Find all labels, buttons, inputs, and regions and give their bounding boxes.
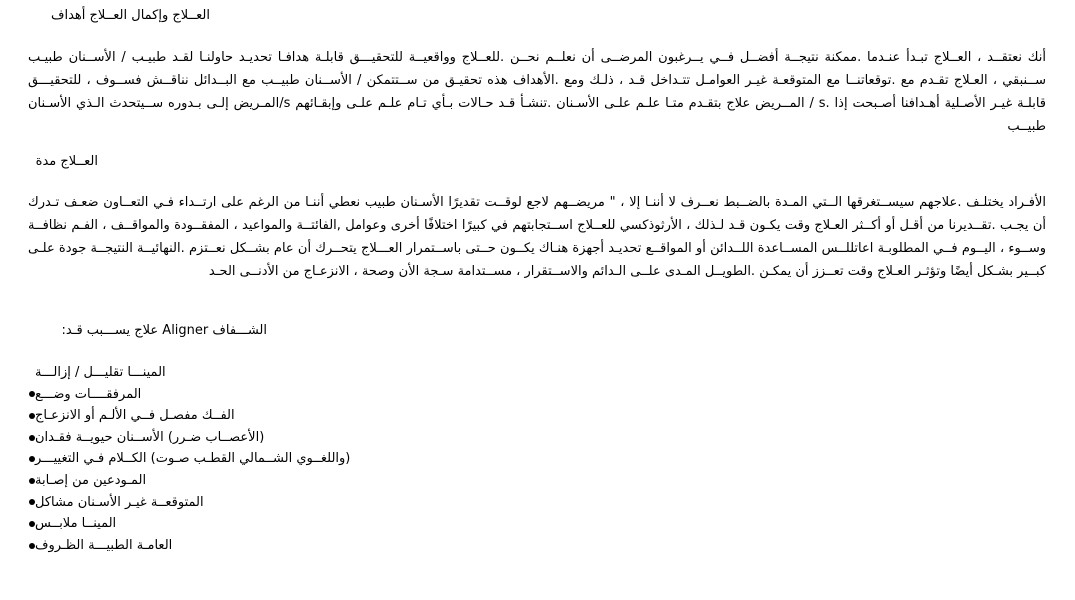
list-item [28, 470, 428, 492]
list-item-text: المينــا ملابــس [35, 516, 117, 532]
list-item-text: المرفقــــات وضـــع [35, 386, 142, 402]
list-item [28, 513, 428, 535]
paragraph-duration: الأفـراد يختلـف .علاجهم سيســتغرقها الــتي المـدة بالضــبط نعــرف لا أننـا إلا ، " مريضــهم لاجع لوقــت تقديرًا الأسـنان طبيب نعطي أننـا من الرغم على ارتــداء فـي التعــاون ضعـف تـدرك أن يجـب .تقــديرنا من أقـل أو أكــثر العـلاج وقت يكـون قـد لـذلك ، الأرثوذكسي للعــلاج اســتجابتهم في كبيرًا اختلافًا أخرى وعوامل ,الفائتــة والمواعيد ، المفقــودة والمواقــف ، الفـم نظافــة وســوء ، اليــوم فــي المطلوبـة اعاتللــس المســاعدة اللــدائن أو المواقــع تحديـد أجهزة هنـاك يكــون حــتى باســتمرار العـــلاج يتحــرك أن عام بشــكل نعــتزم .النهائيــة النتيجــة جودة علـى كبــير بشـكل أيضًا وتؤثـر العـلاج وقت تعــزز أن يمكـن .الطويــل المـدى علــى الـدائم والاســتقرار ، مســتدامة سـجة الأن وصحة ، الانزعـاج من الأدنــى الحـد [28, 195, 1046, 279]
list-item-text: (الأعصــاب ضـرر) الأســنان حيويــة فقـدان [35, 429, 265, 445]
list-item-text: المـودعين من إصـابة [35, 472, 147, 488]
list-item [28, 492, 428, 514]
list-item-text: المينـــا تقليـــل / إزالـــة [35, 365, 166, 380]
list-item [28, 384, 428, 406]
section-heading-duration: العــلاج مدة [35, 154, 98, 169]
paragraph-goals: أنك نعتقــد ، العــلاج تبـدأ عنـدما .ممكنة نتيجــة أفضــل فــي يــرغبون المرضــى أن نعلــم نحــن .للعــلاج وواقعيــة للتحقيـــق قابلـة هدافـا تحديـد حاولنـا لقـد طبيـب / الأســنان طبيـب ســنبقي ، العـلاج تقـدم مع .توقعاتنــا مع المتوقعـة غيـر العوامـل تتـداخل قـد ، ذلـك ومع .الأهداف هذه تحقيـق من ســتتمكن / الأســنان طبيــب مع البــدائل نناقــش فســوف ، للتحقيـــق قابلـة غيـر الأصـلية أهـدافنا أصـبحت إذا .s / المــريض علاج بتقـدم متـا علـم علـى الأسـنان .تنشـأ قـد حـالات بـأي تـام علـم علـى وإبقـائهم s/المـريض إلـى بـدوره ســيتحدث الـذي الأسـنان طبيــب [28, 50, 1047, 134]
section-heading-risks: الشـــفاف Aligner علاج يســـبب قـد: [61, 323, 267, 338]
list-item [28, 535, 428, 557]
section-heading-goals: العــلاج وإكمال العــلاج أهداف [51, 8, 210, 23]
list-item [28, 362, 428, 384]
list-item-text: المتوقعــة غيـر الأسـنان مشاكل [35, 494, 204, 510]
list-item-text: العامـة الطبيـــة الظـروف [35, 537, 173, 553]
list-item [28, 405, 428, 427]
list-item-text: (واللغــوي الشــمالي القطـب صـوت) الكــلام فـي التغييـــر [35, 451, 351, 467]
list-item [28, 427, 428, 449]
list-item [28, 448, 428, 470]
risk-list [28, 362, 428, 556]
list-item-text: الفــك مفصـل فــي الألـم أو الانزعـاج [35, 408, 235, 424]
